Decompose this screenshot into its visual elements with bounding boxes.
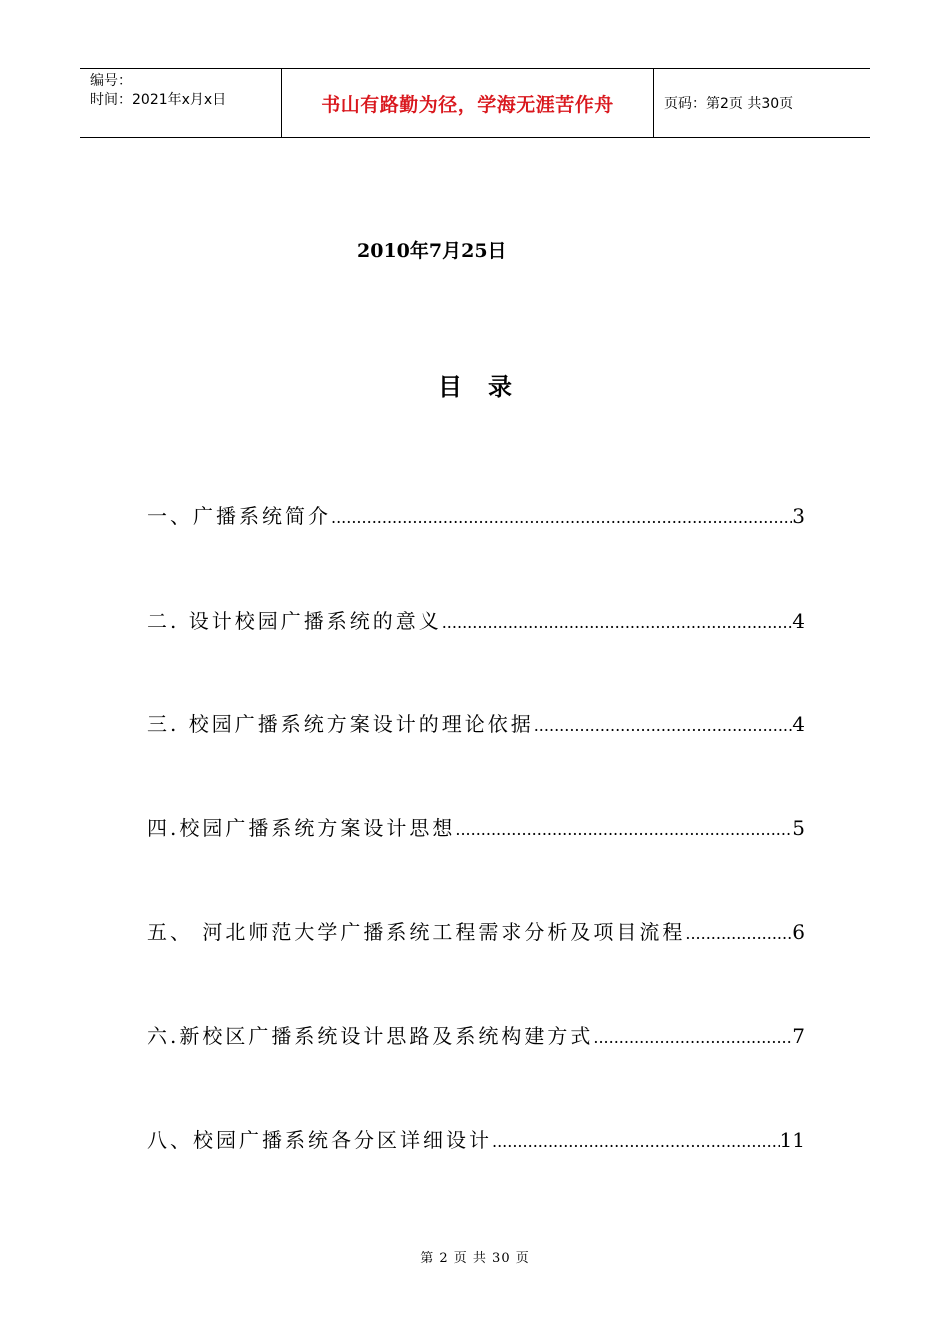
toc-leader-dots	[593, 1028, 792, 1047]
document-date: 2010年7月25日	[357, 240, 507, 262]
toc-leader-dots	[455, 820, 792, 839]
toc-entry-page: 7	[792, 1024, 805, 1048]
page-header	[80, 68, 870, 138]
header-meta-cell	[80, 69, 282, 137]
header-time-label: 时间：2021年x月x日	[90, 92, 227, 108]
toc-title: 目录	[438, 372, 538, 401]
toc-entry-text: 五、 河北师范大学广播系统工程需求分析及项目流程	[147, 920, 686, 944]
toc-entry[interactable]	[147, 1124, 805, 1164]
toc-entry-text: 一、广播系统简介	[147, 504, 331, 528]
header-number-label: 编号：	[90, 73, 132, 89]
toc-entry[interactable]	[147, 1020, 805, 1060]
toc-entry-page: 5	[792, 816, 805, 840]
toc-entry[interactable]	[147, 708, 805, 748]
toc-entry[interactable]	[147, 605, 805, 645]
toc-leader-dots	[492, 1132, 780, 1151]
toc-leader-dots	[331, 508, 792, 527]
toc-entry-page: 11	[779, 1128, 805, 1152]
toc-entry[interactable]	[147, 916, 805, 956]
toc-entry-text: 二. 设计校园广播系统的意义	[147, 609, 442, 633]
toc-entry-page: 4	[792, 609, 805, 633]
page-footer: 第 2 页 共 30 页	[420, 1251, 530, 1266]
toc-leader-dots	[685, 924, 792, 943]
toc-entry-text: 六.新校区广播系统设计思路及系统构建方式	[147, 1024, 594, 1048]
toc-leader-dots	[442, 613, 793, 632]
toc-entry-page: 4	[792, 712, 805, 736]
toc-entry-text: 四.校园广播系统方案设计思想	[147, 816, 456, 840]
toc-entry[interactable]	[147, 500, 805, 540]
toc-entry-text: 三. 校园广播系统方案设计的理论依据	[147, 712, 534, 736]
toc-entry-page: 6	[792, 920, 805, 944]
toc-entry-page: 3	[792, 504, 805, 528]
toc-entry-text: 八、校园广播系统各分区详细设计	[147, 1128, 492, 1152]
header-motto: 书山有路勤为径，学海无涯苦作舟	[282, 69, 654, 137]
toc-entry[interactable]	[147, 812, 805, 852]
toc-leader-dots	[534, 716, 793, 735]
header-page-info: 页码：第2页 共30页	[664, 96, 794, 112]
